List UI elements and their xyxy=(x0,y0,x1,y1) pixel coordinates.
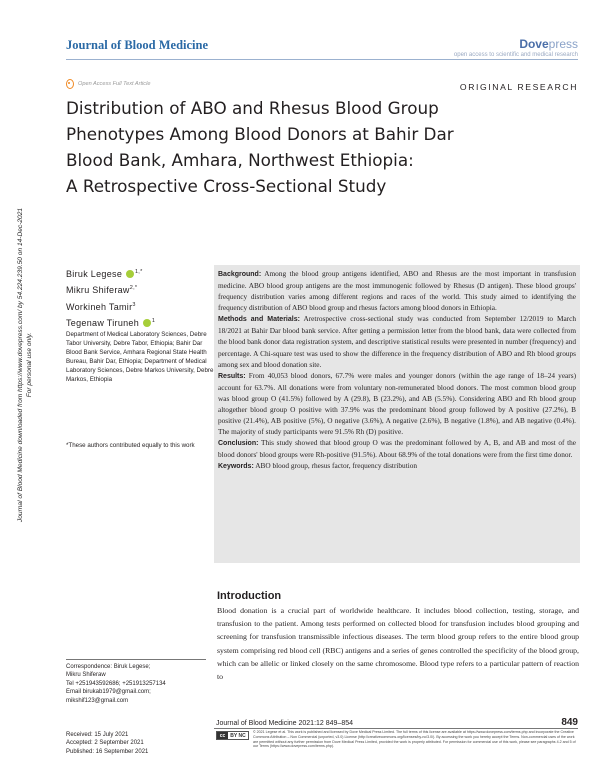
correspondence-block xyxy=(66,659,206,705)
abstract-background-section: Background: Among the blood group antigens identified, ABO and Rhesus are the most important in transfusion medicine. ABO blood group antigens are the most immunogenic followed by Rhesus (D antigen). These blood groups' frequency distribution varies among different regions and races of the world. This study aimed to identifying the frequency distribution of ABO blood group and rhesus factors among blood donors in Ethiopia. xyxy=(218,269,577,313)
article-type: ORIGINAL RESEARCH xyxy=(459,82,578,92)
dovepress-logo: Dovepress xyxy=(519,37,578,51)
introduction-text: Blood donation is a crucial part of worldwide healthcare. It includes blood collection, testing, storage, and transfusion to the patient. Among tests performed on collected blood for transfusion includes blood grouping and screening for transfusion transmissible infectious diseases. The term blood group refers to the entire blood group system comprising red blood cell (RBC) antigens and a series of genes controlled the specificity of the blood group, which can be allelic or linked closely on the same chromosome. Blood type refers to a particular pattern of reaction to xyxy=(217,606,579,682)
title-line: A Retrospective Cross-Sectional Study xyxy=(66,176,387,196)
title-line: Distribution of ABO and Rhesus Blood Group xyxy=(66,98,439,118)
article-dates xyxy=(66,731,148,756)
abstract-conclusion-section: Conclusion: This study showed that blood group O was the predominant followed by A, B, and AB and most of the blood donors' blood groups were Rh-positive (91.5%). About 68.9% of the total donations were from the first time donor. xyxy=(218,438,577,460)
correspondence-email[interactable]: mikshif123@gmail.com xyxy=(66,697,129,704)
published-date: Published: 16 September 2021 xyxy=(66,748,149,755)
by-nc-label: BY NC xyxy=(228,732,248,739)
accepted-date: Accepted: 2 September 2021 xyxy=(66,740,144,747)
abstract xyxy=(218,268,576,472)
author: Workineh Tamir$^3$ xyxy=(66,301,136,312)
affiliations: Department of Medical Laboratory Sciences, Debre Tabor University, Debre Tabor, Ethiopia; Bahir Dar Blood Bank Service, Amhara Regional State Health Bureau, Bahir Dar, Ethiopia; Department of Medical Laboratory Sciences, Debre Markos University, Debre Markos, Ethiopia xyxy=(66,331,214,383)
orcid-icon[interactable] xyxy=(126,270,134,278)
correspondence-line: Mikru Shiferaw xyxy=(66,672,106,679)
abstract-keywords: Keywords: ABO blood group, rhesus factor, frequency distribution xyxy=(218,461,418,471)
journal-name[interactable]: Journal of Blood Medicine xyxy=(66,38,209,52)
open-access-lock-icon xyxy=(66,79,74,89)
orcid-icon[interactable] xyxy=(143,319,151,327)
page-number: 849 xyxy=(561,717,578,728)
footer-citation[interactable]: Journal of Blood Medicine 2021:12 849–854 xyxy=(216,720,353,727)
correspondence-line: Correspondence: Biruk Legese; xyxy=(66,664,151,670)
header-divider xyxy=(66,59,578,60)
correspondence-email[interactable]: Email birukab1979@gmail.com; xyxy=(66,689,151,696)
correspondence-line: Tel +251943592686; +251913257134 xyxy=(66,680,166,687)
author: Tegenaw Tiruneh $^1$ xyxy=(66,318,156,329)
introduction-heading: Introduction xyxy=(217,590,282,602)
personal-use-note: For personal use only. xyxy=(26,332,33,398)
title-line: Blood Bank, Amhara, Northwest Ethiopia: xyxy=(66,150,414,170)
article-title xyxy=(66,95,576,199)
equal-contribution-note: *These authors contributed equally to this work xyxy=(66,442,195,449)
open-access-label: Open Access Full Text Article xyxy=(66,79,150,89)
author: Biruk Legese $^{1,*}$ xyxy=(66,269,143,279)
cc-license-badge[interactable] xyxy=(216,731,249,740)
author: Mikru Shiferaw$^{2,*}$ xyxy=(66,285,138,296)
cc-icon: cc xyxy=(217,732,228,739)
abstract-results-section: Results: From 40,053 blood donors, 67.7% were males and younger donors (within the age range of 18–24 years) account for 63.7%. All donations were from voluntary non-remunerated blood donors. The most common blood group was blood group O (41.5%) followed by A (29.8), B (23.2%), and AB (5.5%). Considering ABO and Rh blood group altogether blood group O positive with 37.9% was the predominant blood group followed by A positive (27.2%), B positive (21.4%), AB positive (5%), O negative (3.6%), A negative (2.6%), B negative (1.8%), and AB negative (0.4%). The majority of study participants were 91.5% Rh (D) positive. xyxy=(218,370,576,437)
title-line: Phenotypes Among Blood Donors at Bahir Dar xyxy=(66,124,454,144)
license-text: © 2021 Legese et al. This work is published and licensed by Dove Medical Press Limited. The full terms of this license are available at https://www.dovepress.com/terms.php and incorporate the Creative Commons Attribution – Non Commercial (unported, v3.0) License (http://creativecommons.org/licenses/by-nc/3.0/). By accessing the work you hereby accept the Terms. Non-commercial uses of the work are permitted without any further permission from Dove Medical Press Limited, provided the work is properly attributed. For permission for commercial use of this work, please see paragraphs 4.2 and 5 of our Terms (https://www.dovepress.com/terms.php). xyxy=(253,730,576,749)
download-sidebar-note xyxy=(12,130,38,600)
received-date: Received: 15 July 2021 xyxy=(66,732,129,738)
abstract-methods-section: Methods and Materials: Aretrospective cross-sectional study was conducted from September 12/2019 to March 18/2021 at Bahir Dar blood bank service. After getting a permission letter from the blood bank, data were collected from the blood bank donor data registration system, and descriptive statistical results were presented in number (frequency) and percentage. A Chi-square test was used to show the difference in the frequency distribution of ABO and Rh blood groups among sex and blood donation site. xyxy=(218,314,576,369)
publisher-brand[interactable] xyxy=(454,37,578,58)
author-list xyxy=(66,265,206,331)
brand-tagline: open access to scientific and medical research xyxy=(453,52,578,58)
download-note: Journal of Blood Medicine downloaded from https://www.dovepress.com/ by 54.224.239.50 on 14-Dec-2021 xyxy=(17,207,24,523)
footer-divider xyxy=(214,728,578,729)
